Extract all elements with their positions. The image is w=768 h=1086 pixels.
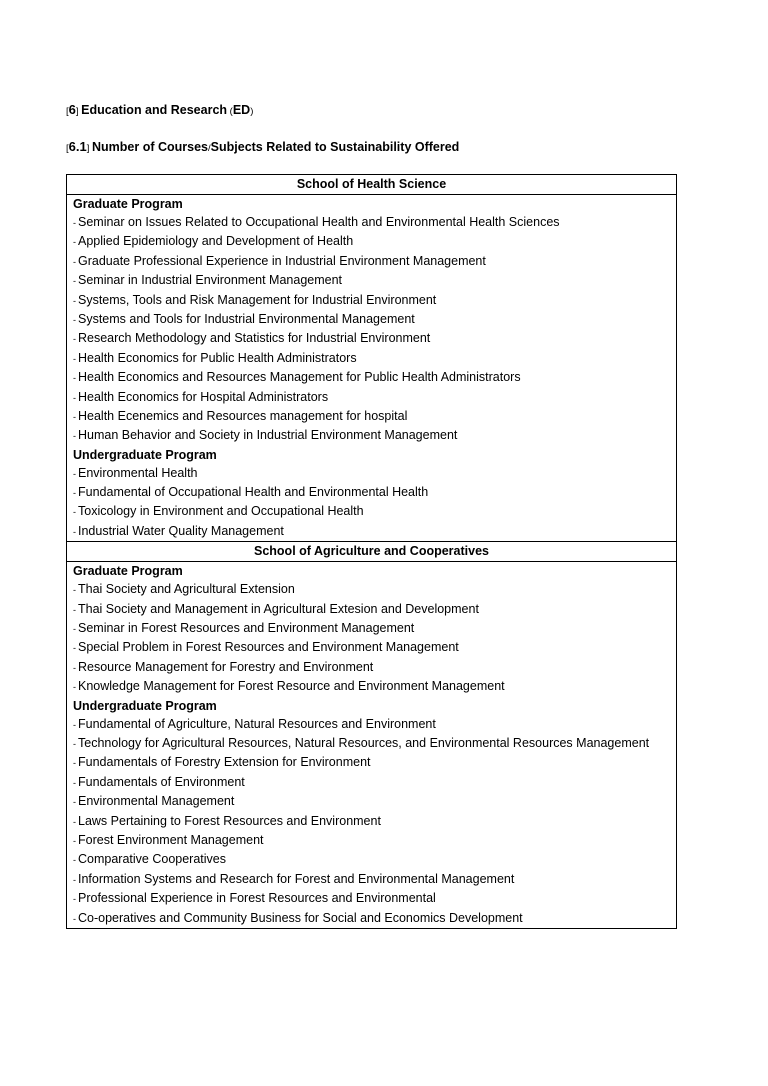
course-name: Seminar on Issues Related to Occupational Health and Environmental Health Sciences	[78, 215, 560, 229]
course-name: Fundamental of Agriculture, Natural Resources and Environment	[78, 716, 436, 731]
course-name: Comparative Cooperatives	[78, 852, 226, 867]
course-item	[73, 407, 676, 426]
course-name: Health Economics and Resources Management for Public Health Administrators	[78, 370, 521, 385]
list-dash: -	[73, 392, 76, 403]
course-item	[73, 850, 676, 869]
course-item	[73, 619, 676, 638]
school-section	[67, 541, 676, 928]
course-item	[73, 310, 676, 329]
course-item	[73, 291, 676, 310]
list-dash: -	[73, 373, 76, 384]
course-item	[73, 368, 676, 387]
list-dash: -	[73, 585, 76, 596]
list-dash: -	[73, 276, 76, 287]
course-name: Systems and Tools for Industrial Environmental Management	[78, 311, 415, 326]
course-name: Human Behavior and Society in Industrial Environment Management	[78, 428, 458, 443]
subsection-heading: [6.1] Number of Courses/Subjects Related to Sustainability Offered	[66, 139, 460, 154]
school-body	[67, 195, 676, 541]
course-item	[73, 580, 676, 599]
list-dash: -	[73, 835, 76, 846]
course-item	[73, 329, 676, 348]
program-label: Undergraduate Program	[73, 447, 217, 462]
course-name: Health Economics for Public Health Administrators	[78, 350, 357, 365]
list-dash: -	[73, 526, 76, 537]
course-name: Special Problem in Forest Resources and Environment Management	[78, 640, 459, 655]
course-item	[73, 753, 676, 772]
course-name: Thai Society and Agricultural Extension	[78, 582, 295, 597]
course-item	[73, 252, 676, 271]
school-header: School of Health Science	[67, 175, 676, 195]
course-table	[66, 174, 677, 929]
course-name: Co-operatives and Community Business for Social and Economics Development	[78, 910, 523, 925]
program-label: Undergraduate Program	[73, 698, 217, 713]
list-dash: -	[73, 738, 76, 749]
course-name: Seminar in Industrial Environment Management	[78, 273, 343, 288]
subsection-title-rest: Subjects Related to Sustainability Offered	[210, 140, 460, 154]
list-dash: -	[73, 237, 76, 248]
list-dash: -	[73, 507, 76, 518]
list-dash: -	[73, 468, 76, 479]
list-dash: -	[73, 682, 76, 693]
course-name: Graduate Professional Experience in Industrial Environment Management	[78, 253, 486, 268]
course-name: Applied Epidemiology and Development of Health	[78, 234, 354, 249]
course-item	[73, 792, 676, 811]
list-dash: -	[73, 797, 76, 808]
list-dash: -	[73, 913, 76, 924]
course-name: Forest Environment Management	[78, 832, 264, 847]
course-item	[73, 734, 676, 753]
school-body	[67, 562, 676, 928]
course-name: Information Systems and Research for Forest and Environmental Management	[78, 871, 515, 886]
list-dash: -	[73, 894, 76, 905]
subsection-separator: /	[208, 143, 211, 154]
course-name: Fundamentals of Environment	[78, 774, 245, 789]
section-abbr: ED	[232, 103, 251, 117]
list-dash: -	[73, 643, 76, 654]
course-item	[73, 889, 676, 908]
subsection-number: 6	[68, 139, 76, 154]
course-name: Technology for Agricultural Resources, Natural Resources, and Environmental Resources Management	[78, 735, 650, 750]
course-item	[73, 213, 676, 232]
list-dash: -	[73, 488, 76, 499]
course-item	[73, 870, 676, 889]
course-name: Resource Management for Forestry and Environment	[78, 659, 374, 674]
course-name: Fundamental of Occupational Health and Environmental Health	[78, 485, 429, 500]
course-name: Professional Experience in Forest Resources and Environmental	[78, 891, 436, 906]
section-title: Education and Research	[81, 103, 228, 117]
course-item	[73, 600, 676, 619]
course-item	[73, 271, 676, 290]
school-header: School of Agriculture and Cooperatives	[67, 541, 676, 562]
course-name: Industrial Water Quality Management	[78, 523, 284, 538]
course-item	[73, 638, 676, 657]
list-dash: -	[73, 719, 76, 730]
course-item	[73, 349, 676, 368]
course-name: Health Ecenemics and Resources management for hospital	[78, 408, 408, 423]
course-name: Laws Pertaining to Forest Resources and Environment	[78, 813, 381, 828]
course-item	[73, 426, 676, 445]
list-dash: -	[73, 624, 76, 635]
course-name: Toxicology in Environment and Occupational Health	[78, 504, 364, 519]
course-name: Systems, Tools and Risk Management for Industrial Environment	[78, 292, 437, 307]
course-item	[73, 715, 676, 734]
course-item	[73, 831, 676, 850]
list-dash: -	[73, 855, 76, 866]
course-item	[73, 502, 676, 521]
list-dash: -	[73, 256, 76, 267]
course-item	[73, 658, 676, 677]
course-name: Environmental Health	[78, 465, 198, 480]
course-item	[73, 773, 676, 792]
school-section	[67, 175, 676, 541]
list-dash: -	[73, 604, 76, 615]
list-dash: -	[73, 218, 76, 228]
course-item	[73, 522, 676, 541]
course-item	[73, 677, 676, 696]
list-dash: -	[73, 314, 76, 325]
course-item	[73, 909, 676, 928]
list-dash: -	[73, 411, 76, 422]
list-dash: -	[73, 662, 76, 673]
course-name: Health Economics for Hospital Administrators	[78, 389, 329, 404]
subsection-subnumber: 1	[79, 139, 87, 154]
course-name: Fundamentals of Forestry Extension for Environment	[78, 755, 371, 770]
list-dash: -	[73, 353, 76, 364]
list-dash: -	[73, 816, 76, 827]
list-dash: -	[73, 758, 76, 769]
list-dash: -	[73, 874, 76, 885]
section-number: 6	[68, 102, 76, 117]
course-item	[73, 464, 676, 483]
course-item	[73, 232, 676, 251]
list-dash: -	[73, 295, 76, 306]
course-name: Knowledge Management for Forest Resource and Environment Management	[78, 679, 505, 694]
program-label: Graduate Program	[73, 564, 183, 579]
section-heading: [6] Education and Research (ED)	[66, 102, 254, 117]
list-dash: -	[73, 431, 76, 442]
course-item	[73, 483, 676, 502]
subsection-title: Number of Courses	[92, 140, 209, 154]
course-name: Seminar in Forest Resources and Environment Management	[78, 621, 415, 636]
list-dash: -	[73, 334, 76, 345]
list-dash: -	[73, 777, 76, 788]
course-item	[73, 812, 676, 831]
course-name: Thai Society and Management in Agricultural Extesion and Development	[78, 601, 479, 616]
course-item	[73, 388, 676, 407]
course-name: Research Methodology and Statistics for Industrial Environment	[78, 331, 431, 346]
course-name: Environmental Management	[78, 794, 235, 809]
program-label: Graduate Program	[73, 197, 183, 211]
